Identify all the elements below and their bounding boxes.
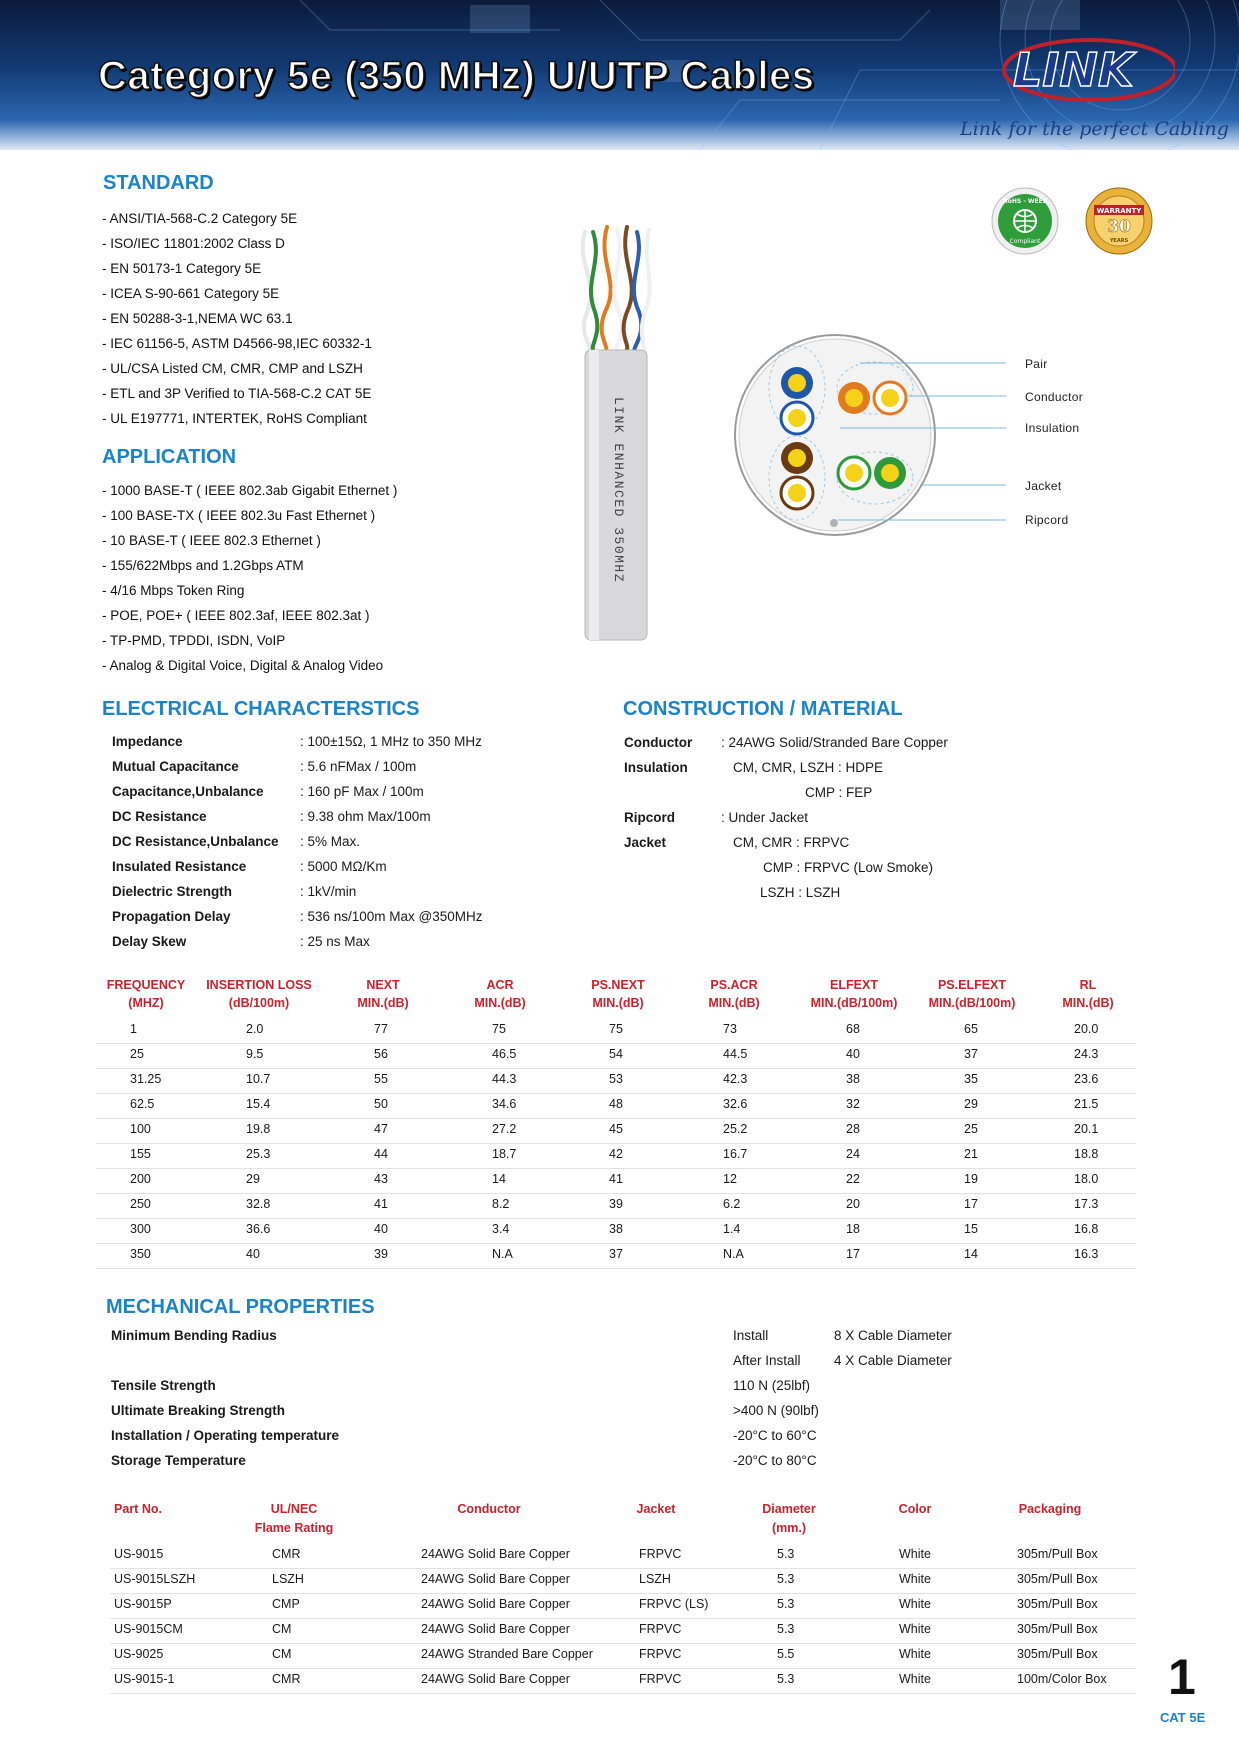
perf-header-unit: MIN.(dB) <box>357 996 409 1010</box>
table-cell: 5.3 <box>777 1672 795 1686</box>
table-cell: 16.3 <box>1074 1247 1099 1261</box>
table-cell: 16.8 <box>1074 1222 1099 1236</box>
table-row <box>96 1118 1136 1144</box>
part-header-line: Jacket <box>636 1502 676 1516</box>
application-heading: APPLICATION <box>102 446 237 468</box>
electrical-label: DC Resistance,Unbalance <box>112 834 279 849</box>
table-cell: White <box>899 1622 931 1636</box>
table-row <box>96 1018 1136 1044</box>
table-cell: 12 <box>723 1172 737 1186</box>
part-header <box>719 1500 859 1538</box>
table-cell: 350 <box>130 1247 151 1261</box>
perf-header-line: RL <box>1079 978 1097 992</box>
table-cell: 36.6 <box>246 1222 271 1236</box>
table-cell: US-9015CM <box>114 1622 183 1636</box>
table-cell: 21 <box>964 1147 978 1161</box>
table-cell: 14 <box>964 1247 978 1261</box>
perf-header-unit: (dB/100m) <box>228 996 290 1010</box>
table-cell: 65 <box>964 1022 978 1036</box>
table-cell: 24.3 <box>1074 1047 1099 1061</box>
label-ripcord: Ripcord <box>1025 513 1069 527</box>
part-header <box>586 1500 726 1519</box>
standard-item: - UL E197771, INTERTEK, RoHS Compliant <box>102 406 372 431</box>
table-cell: 9.5 <box>246 1047 264 1061</box>
table-cell: 24AWG Solid Bare Copper <box>421 1672 570 1686</box>
table-cell: 200 <box>130 1172 151 1186</box>
jacket-value-3: LSZH : LSZH <box>760 885 841 900</box>
table-cell: 32.6 <box>723 1097 748 1111</box>
application-item: - 1000 BASE-T ( IEEE 802.3ab Gigabit Ethernet ) <box>102 478 397 503</box>
page-title: Category 5e (350 MHz) U/UTP Cables <box>98 54 815 98</box>
table-cell: 37 <box>609 1247 623 1261</box>
table-cell: 44.5 <box>723 1047 748 1061</box>
electrical-value: : 1kV/min <box>300 884 357 899</box>
table-cell: 21.5 <box>1074 1097 1099 1111</box>
table-cell: 37 <box>964 1047 978 1061</box>
label-pair: Pair <box>1025 357 1048 371</box>
standard-item: - ISO/IEC 11801:2002 Class D <box>102 231 372 256</box>
label-insulation: Insulation <box>1025 421 1080 435</box>
electrical-label: Propagation Delay <box>112 909 231 924</box>
electrical-label: Delay Skew <box>112 934 187 949</box>
ripcord-value: : Under Jacket <box>721 810 809 825</box>
electrical-value: : 536 ns/100m Max @350MHz <box>300 909 483 924</box>
table-cell: 23.6 <box>1074 1072 1099 1086</box>
table-cell: US-9015-1 <box>114 1672 175 1686</box>
table-cell: 22 <box>846 1172 860 1186</box>
table-cell: FRPVC <box>639 1547 682 1561</box>
application-item: - 155/622Mbps and 1.2Gbps ATM <box>102 553 397 578</box>
warranty-badge <box>1084 186 1154 256</box>
table-cell: 305m/Pull Box <box>1017 1622 1098 1636</box>
table-cell: 25.2 <box>723 1122 748 1136</box>
jacket-label: Jacket <box>624 835 667 850</box>
standard-item: - UL/CSA Listed CM, CMR, CMP and LSZH <box>102 356 372 381</box>
mechanical-label: Ultimate Breaking Strength <box>111 1403 286 1418</box>
table-cell: 75 <box>492 1022 506 1036</box>
table-cell: 38 <box>846 1072 860 1086</box>
perf-header-unit: MIN.(dB) <box>708 996 760 1010</box>
table-cell: FRPVC <box>639 1647 682 1661</box>
cable-print-text: LINK ENHANCED 350MHZ <box>611 397 626 584</box>
perf-header-line: PS.ACR <box>710 978 758 992</box>
table-cell: 41 <box>609 1172 623 1186</box>
label-conductor: Conductor <box>1025 390 1084 404</box>
table-cell: White <box>899 1672 931 1686</box>
table-cell: 24AWG Solid Bare Copper <box>421 1547 570 1561</box>
table-cell: 17.3 <box>1074 1197 1099 1211</box>
table-cell: 18.7 <box>492 1147 517 1161</box>
table-cell: N.A <box>492 1247 513 1261</box>
table-cell: CMR <box>272 1672 301 1686</box>
table-cell: FRPVC <box>639 1672 682 1686</box>
brand-name: LINK <box>1013 43 1134 97</box>
table-cell: 42.3 <box>723 1072 748 1086</box>
table-cell: 32.8 <box>246 1197 271 1211</box>
table-cell: 20.0 <box>1074 1022 1099 1036</box>
standard-item: - ANSI/TIA-568-C.2 Category 5E <box>102 206 372 231</box>
application-item: - 100 BASE-TX ( IEEE 802.3u Fast Ethernet ) <box>102 503 397 528</box>
part-header-line: Color <box>898 1502 932 1516</box>
part-header <box>68 1500 208 1519</box>
perf-header-unit: MIN.(dB/100m) <box>928 996 1016 1010</box>
table-cell: 305m/Pull Box <box>1017 1647 1098 1661</box>
table-cell: 14 <box>492 1172 506 1186</box>
table-cell: 44.3 <box>492 1072 517 1086</box>
table-cell: 250 <box>130 1197 151 1211</box>
table-cell: FRPVC (LS) <box>639 1597 709 1611</box>
perf-header-line: FREQUENCY <box>106 978 186 992</box>
table-cell: 5.3 <box>777 1572 795 1586</box>
electrical-heading: ELECTRICAL CHARACTERSTICS <box>102 698 420 720</box>
table-cell: 17 <box>964 1197 978 1211</box>
electrical-value: : 25 ns Max <box>300 934 370 949</box>
table-row <box>96 1243 1136 1269</box>
application-item: - POE, POE+ ( IEEE 802.3af, IEEE 802.3at ) <box>102 603 397 628</box>
table-cell: 44 <box>374 1147 388 1161</box>
table-cell: CM <box>272 1647 292 1661</box>
electrical-value: : 5.6 nFMax / 100m <box>300 759 417 774</box>
warranty-badge-bottom: YEARS <box>1109 238 1129 244</box>
table-cell: 2.0 <box>246 1022 264 1036</box>
mechanical-label: Storage Temperature <box>111 1453 246 1468</box>
insulation-value-1: CM, CMR, LSZH : HDPE <box>733 760 884 775</box>
table-cell: 100 <box>130 1122 151 1136</box>
header-banner <box>0 0 1239 150</box>
application-item: - 10 BASE-T ( IEEE 802.3 Ethernet ) <box>102 528 397 553</box>
table-cell: 46.5 <box>492 1047 517 1061</box>
table-cell: 6.2 <box>723 1197 741 1211</box>
table-cell: 24AWG Solid Bare Copper <box>421 1622 570 1636</box>
perf-header-unit: MIN.(dB/100m) <box>810 996 898 1010</box>
brand-tagline: Link for the perfect Cabling <box>960 118 1229 140</box>
table-row <box>110 1593 1136 1619</box>
electrical-value: : 160 pF Max / 100m <box>300 784 424 799</box>
table-cell: 300 <box>130 1222 151 1236</box>
table-cell: 55 <box>374 1072 388 1086</box>
insulation-value-2: CMP : FEP <box>805 785 873 800</box>
table-cell: 305m/Pull Box <box>1017 1547 1098 1561</box>
insulation-label: Insulation <box>624 760 688 775</box>
perf-header-line: ACR <box>486 978 514 992</box>
warranty-badge-years: 30 <box>1107 217 1131 237</box>
table-cell: 32 <box>846 1097 860 1111</box>
table-cell: 31.25 <box>130 1072 162 1086</box>
table-cell: 100m/Color Box <box>1017 1672 1107 1686</box>
table-cell: 45 <box>609 1122 623 1136</box>
table-cell: 19.8 <box>246 1122 271 1136</box>
table-row <box>110 1668 1136 1694</box>
perf-header <box>664 976 804 1012</box>
part-header-line: Part No. <box>114 1502 162 1516</box>
mechanical-extra: 4 X Cable Diameter <box>834 1353 952 1368</box>
table-cell: 40 <box>246 1247 260 1261</box>
table-cell: 39 <box>374 1247 388 1261</box>
table-cell: 68 <box>846 1022 860 1036</box>
table-row <box>96 1068 1136 1094</box>
table-row <box>110 1643 1136 1669</box>
table-cell: White <box>899 1572 931 1586</box>
table-cell: 15 <box>964 1222 978 1236</box>
link-logo <box>995 28 1175 108</box>
table-cell: 18 <box>846 1222 860 1236</box>
table-cell: 43 <box>374 1172 388 1186</box>
table-cell: 29 <box>246 1172 260 1186</box>
table-row <box>96 1143 1136 1169</box>
page-tag: CAT 5E <box>1160 1710 1206 1725</box>
table-row <box>110 1618 1136 1644</box>
perf-header <box>189 976 329 1012</box>
table-cell: 27.2 <box>492 1122 517 1136</box>
part-header-line: Packaging <box>1018 1502 1082 1516</box>
table-cell: US-9015 <box>114 1547 164 1561</box>
table-cell: 10.7 <box>246 1072 271 1086</box>
perf-header-line: NEXT <box>366 978 400 992</box>
table-cell: 40 <box>846 1047 860 1061</box>
perf-header-unit: MIN.(dB) <box>474 996 526 1010</box>
part-header-line: UL/NEC <box>270 1502 318 1516</box>
electrical-label: Impedance <box>112 734 183 749</box>
mechanical-value: Install <box>733 1328 769 1343</box>
electrical-label: Dielectric Strength <box>112 884 233 899</box>
rohs-badge <box>990 186 1060 256</box>
table-cell: US-9015P <box>114 1597 172 1611</box>
standard-item: - EN 50173-1 Category 5E <box>102 256 372 281</box>
table-cell: 5.3 <box>777 1547 795 1561</box>
table-cell: 24AWG Solid Bare Copper <box>421 1572 570 1586</box>
table-cell: 18.0 <box>1074 1172 1099 1186</box>
standard-item: - ETL and 3P Verified to TIA-568-C.2 CAT 5E <box>102 381 372 406</box>
table-row <box>96 1168 1136 1194</box>
mechanical-label: Tensile Strength <box>111 1378 216 1393</box>
application-item: - TP-PMD, TPDDI, ISDN, VoIP <box>102 628 397 653</box>
application-item: - 4/16 Mbps Token Ring <box>102 578 397 603</box>
table-cell: 25 <box>130 1047 144 1061</box>
mechanical-value: After Install <box>733 1353 801 1368</box>
table-cell: 62.5 <box>130 1097 155 1111</box>
table-row <box>110 1543 1136 1569</box>
table-cell: 24AWG Solid Bare Copper <box>421 1597 570 1611</box>
table-cell: 73 <box>723 1022 737 1036</box>
warranty-badge-top: WARRANTY <box>1096 207 1142 215</box>
electrical-label: DC Resistance <box>112 809 207 824</box>
electrical-label: Insulated Resistance <box>112 859 247 874</box>
table-cell: 305m/Pull Box <box>1017 1572 1098 1586</box>
table-cell: 50 <box>374 1097 388 1111</box>
part-header-sub: (mm.) <box>771 1521 807 1535</box>
cable-cross-section <box>730 330 1110 540</box>
table-cell: 75 <box>609 1022 623 1036</box>
electrical-value: : 9.38 ohm Max/100m <box>300 809 431 824</box>
mechanical-value: -20°C to 60°C <box>733 1428 817 1443</box>
mechanical-value: -20°C to 80°C <box>733 1453 817 1468</box>
construction-heading: CONSTRUCTION / MATERIAL <box>623 698 903 720</box>
table-cell: US-9025 <box>114 1647 164 1661</box>
table-cell: White <box>899 1647 931 1661</box>
table-cell: 42 <box>609 1147 623 1161</box>
table-cell: 77 <box>374 1022 388 1036</box>
table-cell: 24AWG Stranded Bare Copper <box>421 1647 593 1661</box>
table-cell: White <box>899 1597 931 1611</box>
table-cell: White <box>899 1547 931 1561</box>
table-cell: 15.4 <box>246 1097 271 1111</box>
table-cell: 5.3 <box>777 1622 795 1636</box>
electrical-label: Capacitance,Unbalance <box>112 784 264 799</box>
table-cell: 38 <box>609 1222 623 1236</box>
table-cell: 28 <box>846 1122 860 1136</box>
jacket-value-1: CM, CMR : FRPVC <box>733 835 850 850</box>
rohs-badge-top: RoHS - WEEE <box>1003 198 1047 205</box>
table-row <box>110 1568 1136 1594</box>
mechanical-label: Minimum Bending Radius <box>111 1328 277 1343</box>
table-row <box>96 1218 1136 1244</box>
table-cell: 25.3 <box>246 1147 271 1161</box>
rohs-badge-bottom: Compliant <box>1009 238 1041 245</box>
table-cell: 48 <box>609 1097 623 1111</box>
table-cell: 20 <box>846 1197 860 1211</box>
table-cell: 47 <box>374 1122 388 1136</box>
table-cell: 56 <box>374 1047 388 1061</box>
part-header <box>419 1500 559 1519</box>
table-cell: 305m/Pull Box <box>1017 1597 1098 1611</box>
part-header-line: Conductor <box>457 1502 521 1516</box>
table-cell: 34.6 <box>492 1097 517 1111</box>
table-cell: 3.4 <box>492 1222 510 1236</box>
table-cell: 40 <box>374 1222 388 1236</box>
part-header <box>224 1500 364 1538</box>
ripcord-label: Ripcord <box>624 810 676 825</box>
table-cell: LSZH <box>639 1572 671 1586</box>
perf-header <box>1018 976 1158 1012</box>
table-cell: 8.2 <box>492 1197 510 1211</box>
table-cell: N.A <box>723 1247 744 1261</box>
table-cell: 54 <box>609 1047 623 1061</box>
mechanical-label: Installation / Operating temperature <box>111 1428 340 1443</box>
perf-header-unit: (MHZ) <box>128 996 164 1010</box>
application-list <box>102 478 397 678</box>
conductor-value: : 24AWG Solid/Stranded Bare Copper <box>721 735 948 750</box>
standard-list <box>102 206 372 431</box>
perf-header-unit: MIN.(dB) <box>1062 996 1114 1010</box>
cable-illustration <box>545 222 695 642</box>
electrical-value: : 5% Max. <box>300 834 361 849</box>
conductor-label: Conductor <box>624 735 693 750</box>
table-row <box>96 1193 1136 1219</box>
table-cell: CMR <box>272 1547 301 1561</box>
table-cell: 20.1 <box>1074 1122 1099 1136</box>
table-cell: 5.5 <box>777 1647 795 1661</box>
perf-header-line: ELFEXT <box>830 978 878 992</box>
table-cell: CM <box>272 1622 292 1636</box>
electrical-value: : 100±15Ω, 1 MHz to 350 MHz <box>300 734 482 749</box>
perf-header-line: PS.ELFEXT <box>937 978 1007 992</box>
table-cell: 155 <box>130 1147 151 1161</box>
table-cell: FRPVC <box>639 1622 682 1636</box>
perf-header-line: PS.NEXT <box>591 978 645 992</box>
table-cell: 16.7 <box>723 1147 748 1161</box>
table-cell: 1 <box>130 1022 137 1036</box>
perf-header-unit: MIN.(dB) <box>592 996 644 1010</box>
standard-item: - EN 50288-3-1,NEMA WC 63.1 <box>102 306 372 331</box>
table-cell: LSZH <box>272 1572 304 1586</box>
jacket-value-2: CMP : FRPVC (Low Smoke) <box>763 860 934 875</box>
part-header-line: Diameter <box>762 1502 816 1516</box>
table-cell: 25 <box>964 1122 978 1136</box>
electrical-label: Mutual Capacitance <box>112 759 239 774</box>
part-header-sub: Flame Rating <box>254 1521 334 1535</box>
electrical-value: : 5000 MΩ/Km <box>300 859 387 874</box>
label-jacket: Jacket <box>1025 479 1062 493</box>
standard-heading: STANDARD <box>103 172 214 194</box>
table-cell: CMP <box>272 1597 300 1611</box>
part-header <box>980 1500 1120 1519</box>
table-cell: 39 <box>609 1197 623 1211</box>
mechanical-value: 110 N (25lbf) <box>733 1378 811 1393</box>
table-cell: 17 <box>846 1247 860 1261</box>
table-cell: 5.3 <box>777 1597 795 1611</box>
part-header <box>845 1500 985 1519</box>
application-item: - Analog & Digital Voice, Digital & Analog Video <box>102 653 397 678</box>
standard-item: - IEC 61156-5, ASTM D4566-98,IEC 60332-1 <box>102 331 372 356</box>
mechanical-value: >400 N (90lbf) <box>733 1403 819 1418</box>
table-cell: 1.4 <box>723 1222 741 1236</box>
mechanical-extra: 8 X Cable Diameter <box>834 1328 952 1343</box>
table-cell: 19 <box>964 1172 978 1186</box>
mechanical-heading: MECHANICAL PROPERTIES <box>106 1296 375 1318</box>
table-cell: 24 <box>846 1147 860 1161</box>
standard-item: - ICEA S-90-661 Category 5E <box>102 281 372 306</box>
table-cell: 41 <box>374 1197 388 1211</box>
perf-header-line: INSERTION LOSS <box>206 978 312 992</box>
page-number: 1 <box>1168 1649 1196 1705</box>
table-row <box>96 1043 1136 1069</box>
table-cell: US-9015LSZH <box>114 1572 196 1586</box>
table-cell: 53 <box>609 1072 623 1086</box>
table-row <box>96 1093 1136 1119</box>
table-cell: 18.8 <box>1074 1147 1099 1161</box>
table-cell: 29 <box>964 1097 978 1111</box>
table-cell: 35 <box>964 1072 978 1086</box>
